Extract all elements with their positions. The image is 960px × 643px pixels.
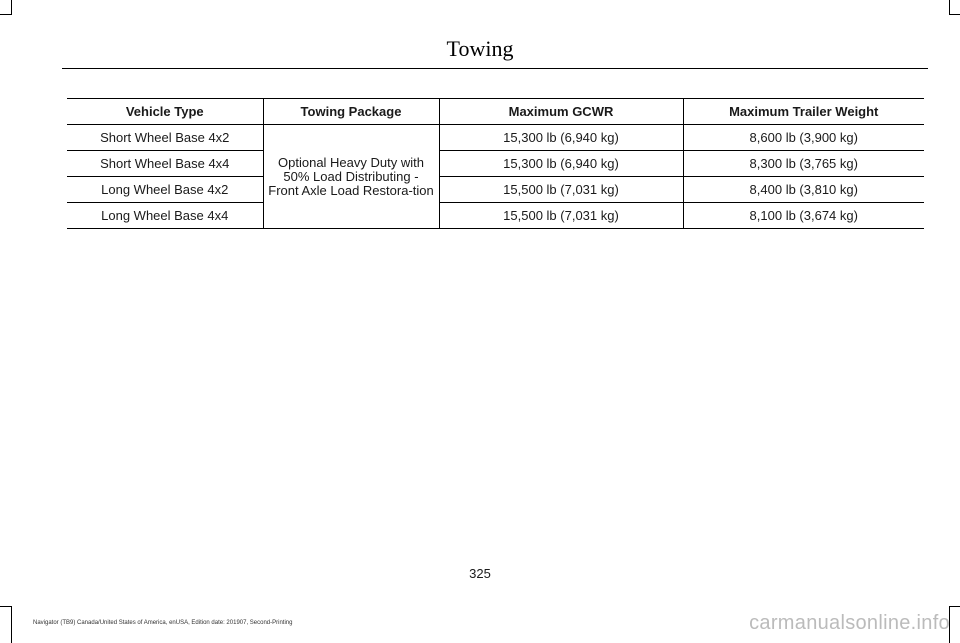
gcwr-cell: 15,300 lb (6,940 kg) — [439, 125, 683, 151]
crop-mark — [0, 606, 12, 607]
table-row — [67, 151, 924, 177]
crop-mark — [0, 14, 12, 15]
table-row — [67, 177, 924, 203]
trailer-weight-cell: 8,100 lb (3,674 kg) — [683, 203, 924, 229]
vehicle-type-cell: Long Wheel Base 4x2 — [67, 177, 263, 203]
table-row — [67, 125, 924, 151]
crop-mark — [11, 0, 12, 14]
towing-package-cell: Optional Heavy Duty with 50% Load Distributing - Front Axle Load Restora-tion — [263, 125, 439, 229]
crop-mark — [949, 606, 960, 607]
crop-mark — [949, 0, 950, 14]
watermark: carmanualsonline.info — [749, 612, 950, 634]
trailer-weight-cell: 8,600 lb (3,900 kg) — [683, 125, 924, 151]
trailer-weight-cell: 8,300 lb (3,765 kg) — [683, 151, 924, 177]
towing-spec-table — [67, 98, 924, 229]
gcwr-cell: 15,300 lb (6,940 kg) — [439, 151, 683, 177]
vehicle-type-cell: Long Wheel Base 4x4 — [67, 203, 263, 229]
title-divider — [62, 68, 928, 69]
trailer-weight-cell: 8,400 lb (3,810 kg) — [683, 177, 924, 203]
gcwr-cell: 15,500 lb (7,031 kg) — [439, 177, 683, 203]
header-vehicle-type: Vehicle Type — [125, 104, 204, 119]
table-header-row — [67, 99, 924, 125]
page-title: Towing — [446, 36, 514, 61]
header-maximum-gcwr: Maximum GCWR — [439, 99, 683, 125]
table-row — [67, 203, 924, 229]
vehicle-type-cell: Short Wheel Base 4x2 — [67, 125, 263, 151]
crop-mark — [949, 14, 960, 15]
crop-mark — [11, 606, 12, 643]
header-towing-package: Towing Package — [263, 99, 439, 125]
gcwr-cell: 15,500 lb (7,031 kg) — [439, 203, 683, 229]
header-maximum-trailer-weight: Maximum Trailer Weight — [683, 99, 924, 125]
vehicle-type-cell: Short Wheel Base 4x4 — [67, 151, 263, 177]
edition-footer: Navigator (TB9) Canada/United States of America, enUSA, Edition date: 201907, Second-Printing — [33, 620, 293, 626]
page-number: 325 — [469, 566, 491, 581]
